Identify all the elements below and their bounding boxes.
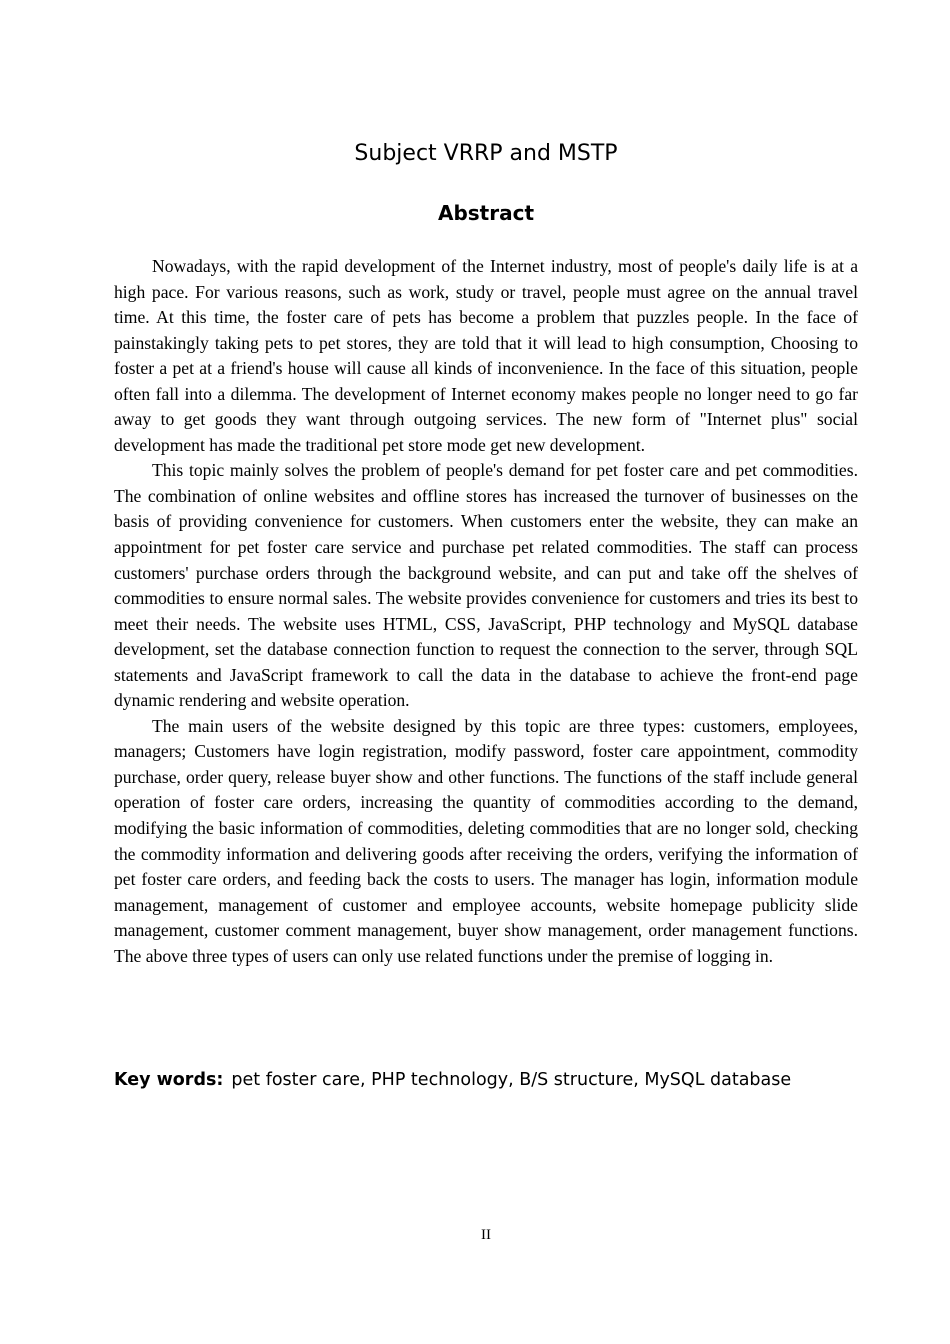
keywords-label: Key words:	[114, 1070, 224, 1090]
page-number: II	[481, 1227, 491, 1243]
subject-title: Subject VRRP and MSTP	[354, 141, 618, 166]
abstract-body	[114, 254, 858, 969]
abstract-paragraph-1: Nowadays, with the rapid development of the Internet industry, most of people's daily life is at a high pace. For various reasons, such as work, study or travel, people must agree on the annual travel time. At this time, the foster care of pets has become a problem that puzzles people. In the face of painstakingly taking pets to pet stores, they are told that it will lead to high consumption, Choosing to foster a pet at a friend's house will cause all kinds of inconvenience. In the face of this situation, people often fall into a dilemma. The development of Internet economy makes people no longer need to go far away to get goods they want through outgoing services. The new form of "Internet plus" social development has made the traditional pet store mode get new development.	[114, 256, 858, 455]
abstract-paragraph-2: This topic mainly solves the problem of people's demand for pet foster care and pet commodities. The combination of online websites and offline stores has increased the turnover of businesses on the basis of providing convenience for customers. When customers enter the website, they can make an appointment for pet foster care service and purchase pet related commodities. The staff can process customers' purchase orders through the background website, and can put and take off the shelves of commodities to ensure normal sales. The website provides convenience for customers and tries its best to meet their needs. The website uses HTML, CSS, JavaScript, PHP technology and MySQL database development, set the database connection function to request the connection to the server, through SQL statements and JavaScript framework to call the data in the database to achieve the front-end page dynamic rendering and website operation.	[114, 460, 858, 711]
abstract-paragraph-3: The main users of the website designed by this topic are three types: customers, employees, managers; Customers have login registration, modify password, foster care appointment, commodity purchase, order query, release buyer show and other functions. The functions of the staff include general operation of foster care orders, increasing the quantity of commodities according to the demand, modifying the basic information of commodities, deleting commodities that are no longer sold, checking the commodity information and delivering goods after receiving the orders, verifying the information of pet foster care orders, and feeding back the costs to users. The manager has login, information module management, management of customer and employee accounts, website homepage publicity slide management, customer comment management, buyer show management, order management functions. The above three types of users can only use related functions under the premise of logging in.	[114, 715, 858, 966]
keywords-text: pet foster care, PHP technology, B/S structure, MySQL database	[231, 1070, 792, 1090]
abstract-heading: Abstract	[437, 201, 535, 225]
keywords-line	[114, 1070, 874, 1090]
